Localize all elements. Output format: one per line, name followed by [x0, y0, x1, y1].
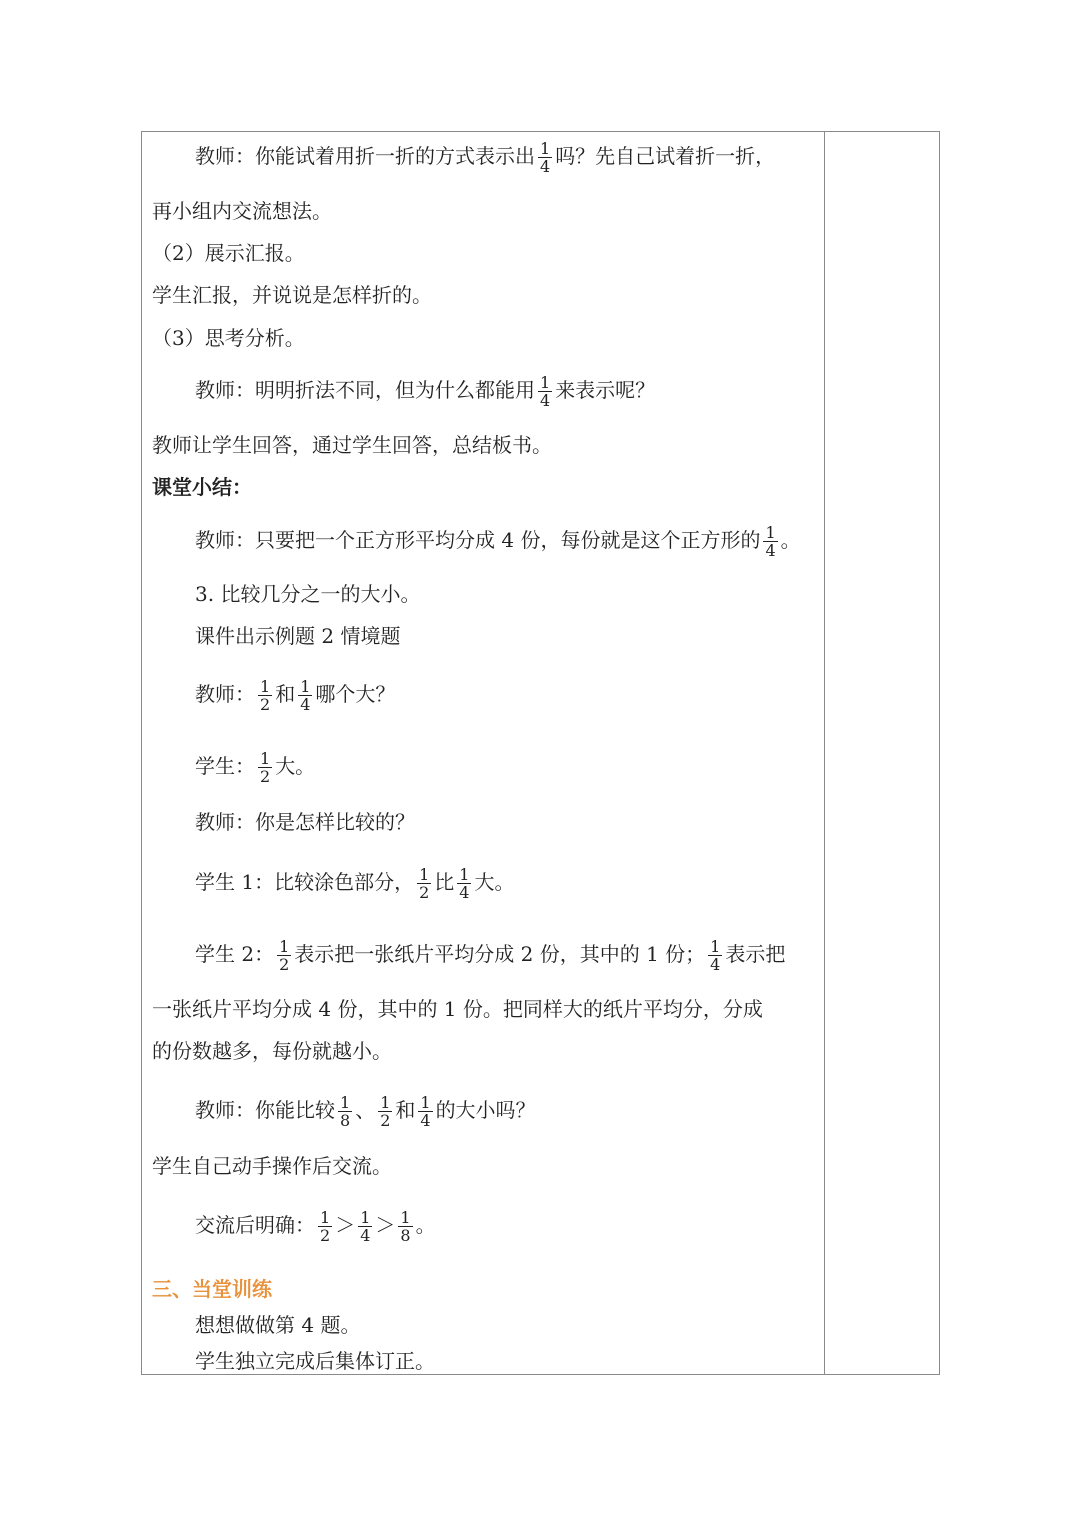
- section-heading: 三、当堂训练: [152, 1277, 272, 1301]
- text-line: 交流后明确： $\frac{1}{2}$ ＞ $\frac{1}{4}$ ＞ $\frac{1}{8}$ 。: [195, 1208, 436, 1245]
- fraction: $\frac{1}{4}$: [540, 139, 551, 176]
- fraction: $\frac{1}{8}$: [340, 1093, 351, 1130]
- text-line: 学生独立完成后集体订正。: [195, 1349, 435, 1373]
- text-line: 课件出示例题 2 情境题: [195, 624, 401, 648]
- text-line: 学生 2： $\frac{1}{2}$ 表示把一张纸片平均分成 2 份，其中的 1 份； $\frac{1}{4}$ 表示把: [195, 937, 786, 974]
- text-line: 3. 比较几分之一的大小。: [195, 582, 421, 606]
- text-line: 学生 1：比较涂色部分， $\frac{1}{2}$ 比 $\frac{1}{4}$ 大。: [195, 865, 515, 902]
- text-line: 教师：你能试着用折一折的方式表示出 $\frac{1}{4}$ 吗？先自己试着折一折，: [195, 139, 776, 176]
- table-column-divider: [824, 131, 825, 1375]
- fraction: $\frac{1}{4}$: [459, 865, 470, 902]
- text-line: 教师：你是怎样比较的？: [195, 810, 415, 834]
- text-line: 教师：你能比较 $\frac{1}{8}$ 、 $\frac{1}{2}$ 和 $\frac{1}{4}$ 的大小吗？: [195, 1093, 536, 1130]
- fraction: $\frac{1}{4}$: [300, 677, 311, 714]
- fraction: $\frac{1}{2}$: [380, 1093, 391, 1130]
- fraction: $\frac{1}{4}$: [420, 1093, 431, 1130]
- text-line: （3）思考分析。: [152, 326, 305, 350]
- fraction: $\frac{1}{4}$: [765, 523, 776, 560]
- fraction: $\frac{1}{8}$: [400, 1208, 411, 1245]
- text-line: 学生： $\frac{1}{2}$ 大。: [195, 749, 316, 786]
- fraction: $\frac{1}{2}$: [419, 865, 430, 902]
- text-line: （2）展示汇报。: [152, 241, 305, 265]
- text-line: 再小组内交流想法。: [152, 199, 332, 223]
- section-heading: 课堂小结：: [152, 475, 252, 499]
- fraction: $\frac{1}{4}$: [360, 1208, 371, 1245]
- text-line: 教师：明明折法不同，但为什么都能用 $\frac{1}{4}$ 来表示呢？: [195, 373, 656, 410]
- text-line: 的份数越多，每份就越小。: [152, 1039, 392, 1063]
- fraction: $\frac{1}{4}$: [710, 937, 721, 974]
- fraction: $\frac{1}{2}$: [260, 677, 271, 714]
- fraction: $\frac{1}{4}$: [540, 373, 551, 410]
- fraction: $\frac{1}{2}$: [279, 937, 290, 974]
- text-line: 教师：只要把一个正方形平均分成 4 份，每份就是这个正方形的 $\frac{1}{4}$ 。: [195, 523, 801, 560]
- text-line: 教师： $\frac{1}{2}$ 和 $\frac{1}{4}$ 哪个大？: [195, 677, 396, 714]
- text-line: 学生自己动手操作后交流。: [152, 1154, 392, 1178]
- text-line: 教师让学生回答，通过学生回答，总结板书。: [152, 433, 552, 457]
- text-line: 一张纸片平均分成 4 份，其中的 1 份。把同样大的纸片平均分，分成: [152, 997, 763, 1021]
- text-line: 想想做做第 4 题。: [195, 1313, 361, 1337]
- fraction: $\frac{1}{2}$: [260, 749, 271, 786]
- text-line: 学生汇报，并说说是怎样折的。: [152, 283, 432, 307]
- fraction: $\frac{1}{2}$: [320, 1208, 331, 1245]
